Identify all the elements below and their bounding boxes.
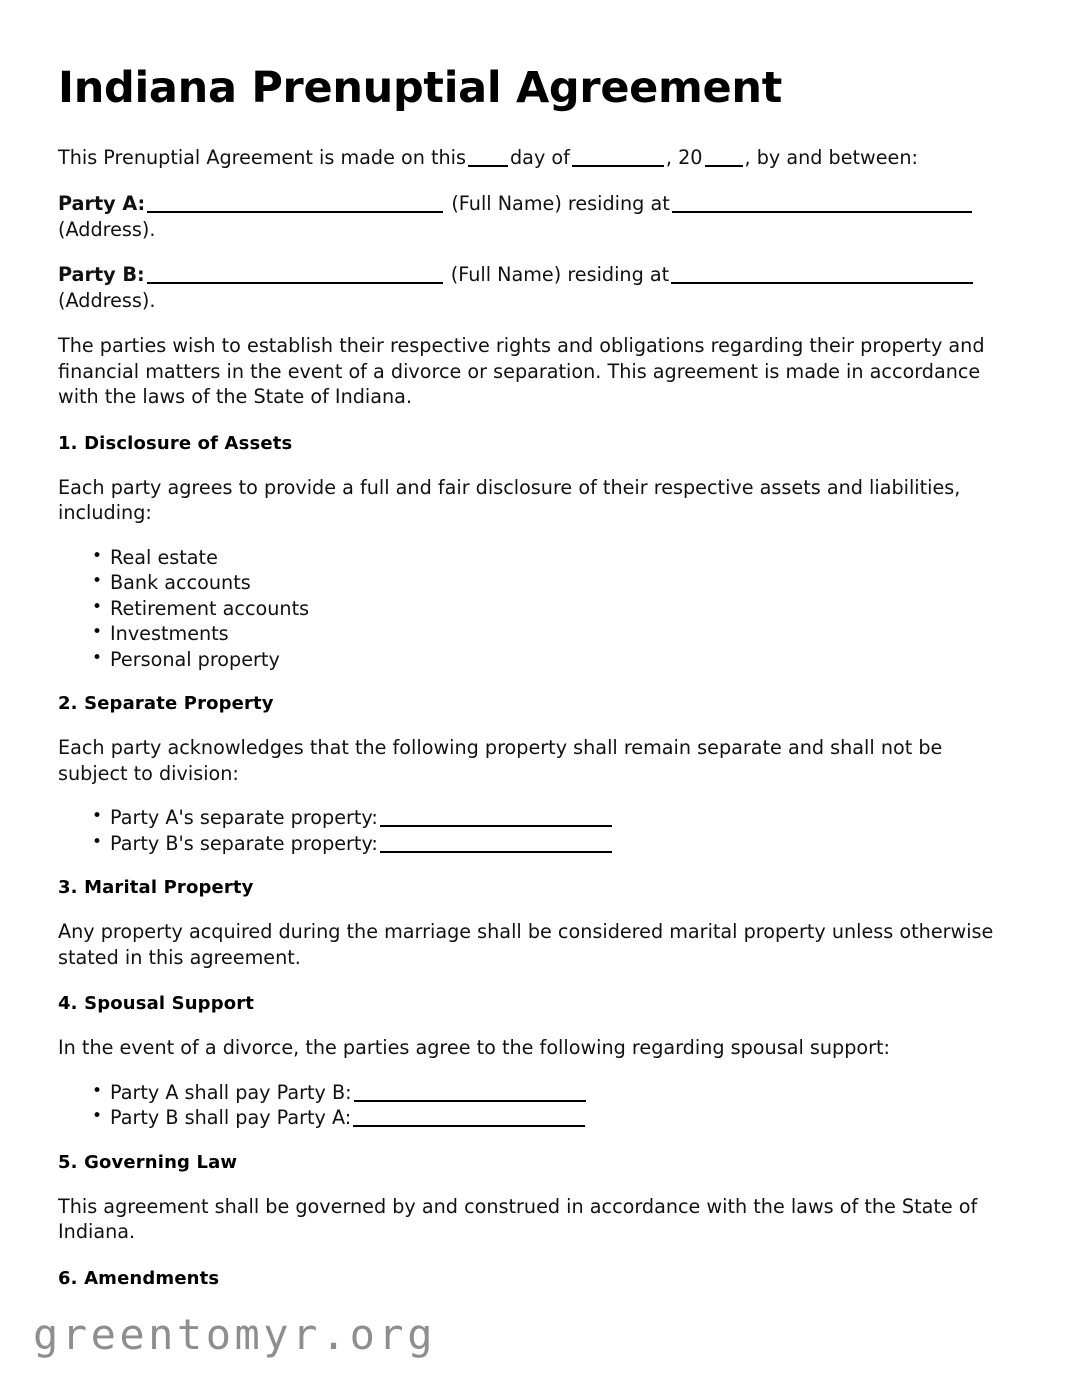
party-a-name-blank: [147, 198, 443, 213]
month-blank: [572, 152, 664, 167]
party-a-line: [58, 191, 1012, 242]
party-a-address-note: (Address).: [58, 217, 156, 241]
party-b-separate-property-blank: [380, 838, 612, 853]
party-a-pays-blank: [354, 1087, 586, 1102]
intro-paragraph: [58, 145, 1012, 171]
party-a-label: Party A:: [58, 192, 146, 216]
party-b-line: [58, 262, 1012, 313]
party-b-address-blank: [671, 269, 973, 284]
section-body-governing-law: This agreement shall be governed by and construed in accordance with the laws of the State of Indiana.: [58, 1194, 978, 1244]
list-item: • Bank accounts: [58, 570, 1012, 596]
section-body-marital-property: Any property acquired during the marriage shall be considered marital property unless otherwise stated in this agreement.: [58, 920, 994, 969]
document-content: [58, 63, 1012, 1310]
list-item: [58, 1080, 1012, 1106]
section-heading-governing-law: 5. Governing Law: [58, 1151, 238, 1173]
year-blank: [705, 152, 743, 167]
intro-text-part1: This Prenuptial Agreement is made on this: [58, 145, 466, 169]
site-watermark: greentomyr.org: [33, 1310, 437, 1359]
section-heading-amendments: 6. Amendments: [58, 1267, 220, 1289]
list-item: [58, 831, 1012, 857]
party-b-fullname-note: (Full Name) residing at: [450, 263, 670, 287]
list-item: • Retirement accounts: [58, 596, 1012, 622]
preamble-paragraph: The parties wish to establish their respective rights and obligations regarding their property and financial matters in the event of a divorce or separation. This agreement is made in accordance with the laws of the State of Indiana.: [58, 334, 985, 409]
party-a-fullname-note: (Full Name) residing at: [451, 192, 670, 216]
section-heading-marital-property: 3. Marital Property: [58, 877, 254, 899]
party-b-separate-property-label: Party B's separate property:: [110, 831, 378, 855]
party-a-pays-label: Party A shall pay Party B:: [110, 1080, 352, 1104]
intro-text-part4: , by and between:: [744, 145, 918, 169]
party-a-separate-property-label: Party A's separate property:: [110, 806, 378, 830]
section-heading-disclosure-of-assets: 1. Disclosure of Assets: [58, 432, 293, 454]
party-a-address-blank: [672, 198, 972, 213]
list-item: [58, 1105, 1012, 1131]
list-item: • Personal property: [58, 647, 1012, 673]
list-item: • Investments: [58, 621, 1012, 647]
intro-text-part2: day of: [510, 145, 570, 169]
party-b-pays-label: Party B shall pay Party A:: [110, 1106, 352, 1130]
day-blank: [468, 152, 508, 167]
party-b-address-note: (Address).: [58, 288, 156, 312]
party-b-label: Party B:: [58, 263, 145, 287]
section-body-separate-property: Each party acknowledges that the following property shall remain separate and shall not be subject to division:: [58, 736, 943, 785]
asset-bullet-list: [58, 545, 1012, 673]
list-item: [58, 805, 1012, 831]
party-a-separate-property-blank: [380, 812, 612, 827]
section-body-spousal-support: In the event of a divorce, the parties agree to the following regarding spousal support:: [58, 1036, 891, 1060]
list-item: • Real estate: [58, 545, 1012, 571]
spousal-support-field-list: [58, 1080, 1012, 1131]
section-body-disclosure-of-assets: Each party agrees to provide a full and fair disclosure of their respective assets and liabilities, including:: [58, 475, 961, 525]
party-b-pays-blank: [353, 1112, 585, 1127]
page-title: Indiana Prenuptial Agreement: [58, 63, 782, 113]
section-heading-separate-property: 2. Separate Property: [58, 693, 274, 715]
separate-property-field-list: [58, 805, 1012, 856]
intro-text-part3: , 20: [665, 145, 703, 169]
section-heading-spousal-support: 4. Spousal Support: [58, 993, 255, 1015]
party-b-name-blank: [147, 269, 443, 284]
